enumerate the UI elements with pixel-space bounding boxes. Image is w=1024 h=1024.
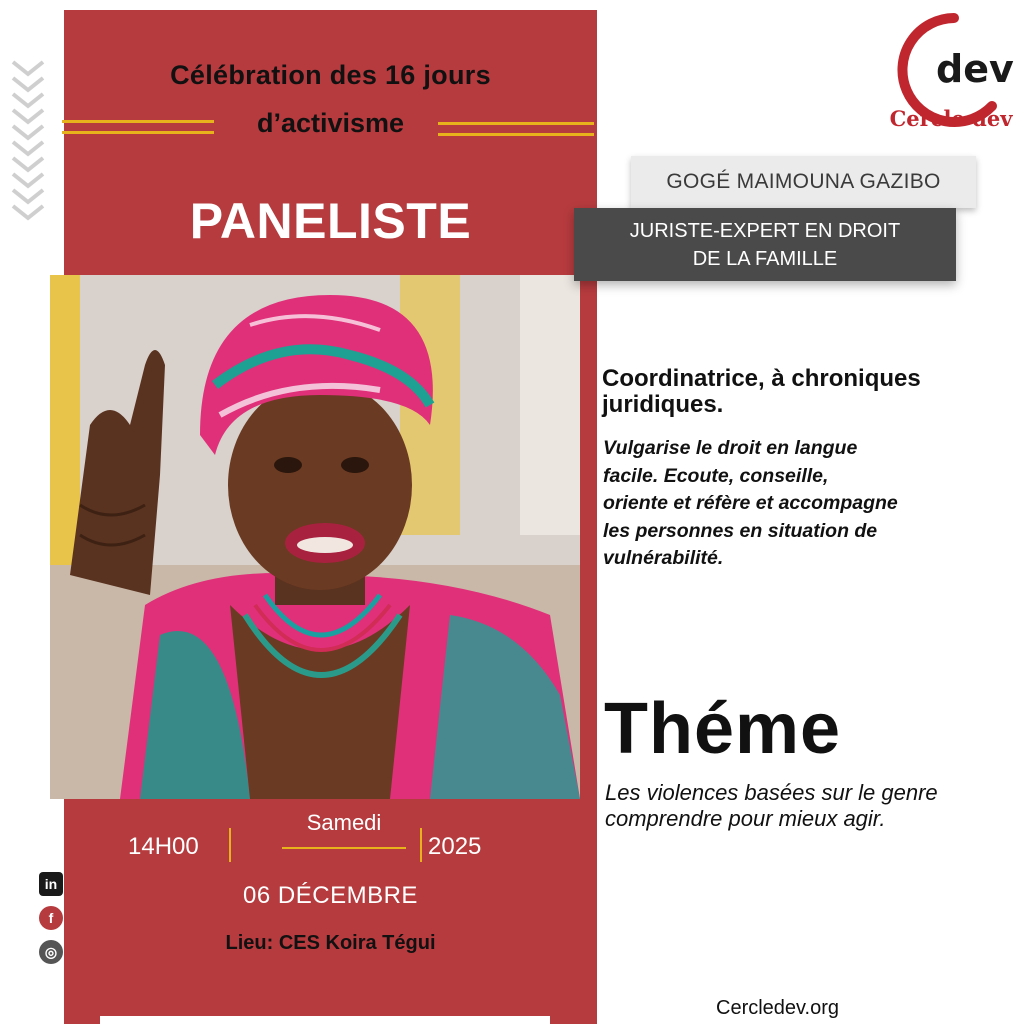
description-line: facile. Ecoute, conseille,	[603, 464, 829, 487]
coordination-line1: Coordinatrice, à chroniques	[602, 365, 921, 392]
website-link[interactable]: Cercledev.org	[716, 997, 840, 1019]
panelist-description	[603, 435, 993, 573]
gold-divider-right-2	[438, 133, 594, 136]
facebook-icon[interactable]	[39, 906, 63, 930]
instagram-icon[interactable]	[39, 940, 63, 964]
event-title-line1: Célébration des 16 jours	[170, 60, 491, 90]
panelist-title	[574, 208, 956, 281]
panelist-coordination	[602, 366, 1022, 418]
event-time: 14H00	[128, 833, 199, 860]
theme-line1: Les violences basées sur le genre	[605, 780, 938, 805]
panelist-title-line2: DE LA FAMILLE	[692, 247, 838, 270]
event-venue: Lieu: CES Koira Tégui	[225, 932, 436, 954]
event-title-line2: d’activisme	[256, 108, 405, 138]
description-line: les personnes en situation de	[603, 519, 878, 542]
year-separator	[420, 828, 422, 862]
gold-divider-right	[438, 122, 594, 125]
panelist-photo	[50, 275, 580, 799]
panelist-title-line1: JURISTE-EXPERT EN DROIT	[629, 219, 901, 242]
event-day: Samedi	[306, 810, 382, 835]
event-date: 06 DÉCEMBRE	[243, 882, 418, 909]
time-separator	[229, 828, 231, 862]
gold-divider-left-2	[62, 131, 214, 134]
gold-divider-left	[62, 120, 214, 123]
theme-line2: comprendre pour mieux agir.	[605, 806, 886, 831]
paneliste-heading: PANELISTE	[189, 193, 472, 249]
event-year: 2025	[428, 833, 482, 860]
theme-title: Théme	[604, 689, 842, 769]
description-line: oriente et réfère et accompagne	[603, 492, 898, 514]
description-line: Vulgarise le droit en langue	[603, 437, 858, 459]
description-line: vulnérabilité.	[603, 547, 724, 569]
linkedin-icon[interactable]	[39, 872, 63, 896]
facebook-glyph: f	[48, 910, 54, 926]
panelist-name: GOGÉ MAIMOUNA GAZIBO	[631, 156, 976, 208]
theme-text	[605, 780, 1015, 832]
day-underline	[282, 847, 406, 849]
logo-name: Cercle dev	[889, 106, 1013, 131]
coordination-line2: juridiques.	[602, 391, 724, 418]
linkedin-glyph: in	[44, 876, 58, 892]
chevron-decoration	[10, 58, 46, 228]
instagram-glyph: ◎	[44, 943, 58, 960]
bottom-white-bar	[100, 1016, 550, 1024]
logo-short: dev	[936, 47, 1014, 91]
